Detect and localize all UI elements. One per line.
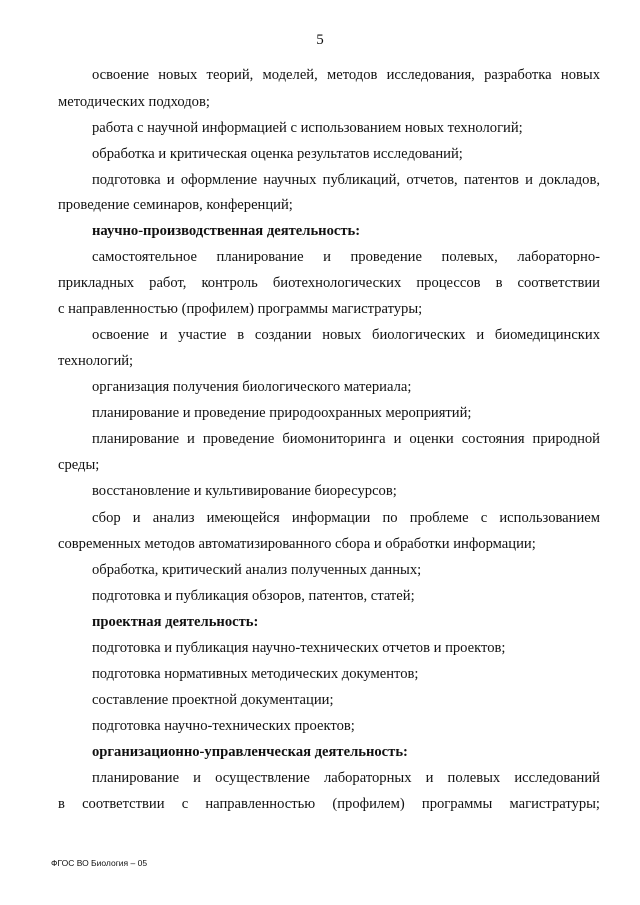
text-line: подготовка и публикация обзоров, патентов, статей; [92, 588, 415, 604]
text-line: работа с научной информацией с использованием новых технологий; [92, 120, 523, 136]
text-line: обработка, критический анализ полученных данных; [92, 562, 422, 578]
text-line: проведение семинаров, конференций; [58, 197, 293, 213]
text-line: подготовка и публикация научно-технических отчетов и проектов; [92, 640, 506, 656]
text-line: подготовка нормативных методических документов; [92, 666, 419, 682]
section-heading: научно-производственная деятельность: [92, 223, 361, 239]
text-line: составление проектной документации; [92, 692, 334, 708]
section-heading: организационно-управленческая деятельность: [92, 744, 408, 760]
text-line: освоение и участие в создании новых биологических и биомедицинских [92, 327, 600, 343]
footer-label: ФГОС ВО Биология – 05 [51, 858, 148, 868]
text-line: подготовка научно-технических проектов; [92, 718, 355, 734]
text-line: восстановление и культивирование биоресурсов; [92, 483, 397, 499]
text-line: планирование и осуществление лабораторных и полевых исследований [92, 770, 600, 786]
text-line: среды; [58, 457, 100, 473]
page-number: 5 [316, 32, 324, 48]
text-line: освоение новых теорий, моделей, методов исследования, разработка новых [92, 67, 600, 83]
text-line: с направленностью (профилем) программы магистратуры; [58, 301, 423, 317]
text-line: прикладных работ, контроль биотехнологических процессов в соответствии [58, 275, 600, 291]
text-line: современных методов автоматизированного сбора и обработки информации; [58, 536, 536, 552]
text-line: технологий; [58, 353, 134, 369]
text-line: обработка и критическая оценка результатов исследований; [92, 146, 463, 162]
text-line: в соответствии с направленностью (профилем) программы магистратуры; [58, 796, 600, 812]
section-heading: проектная деятельность: [92, 614, 259, 630]
text-line: самостоятельное планирование и проведение полевых, лабораторно- [92, 249, 600, 265]
text-line: методических подходов; [58, 94, 210, 110]
text-line: планирование и проведение природоохранных мероприятий; [92, 405, 472, 421]
text-line: планирование и проведение биомониторинга и оценки состояния природной [92, 431, 600, 447]
text-line: подготовка и оформление научных публикаций, отчетов, патентов и докладов, [92, 172, 600, 188]
text-line: организация получения биологического материала; [92, 379, 412, 395]
text-line: сбор и анализ имеющейся информации по проблеме с использованием [92, 510, 600, 526]
